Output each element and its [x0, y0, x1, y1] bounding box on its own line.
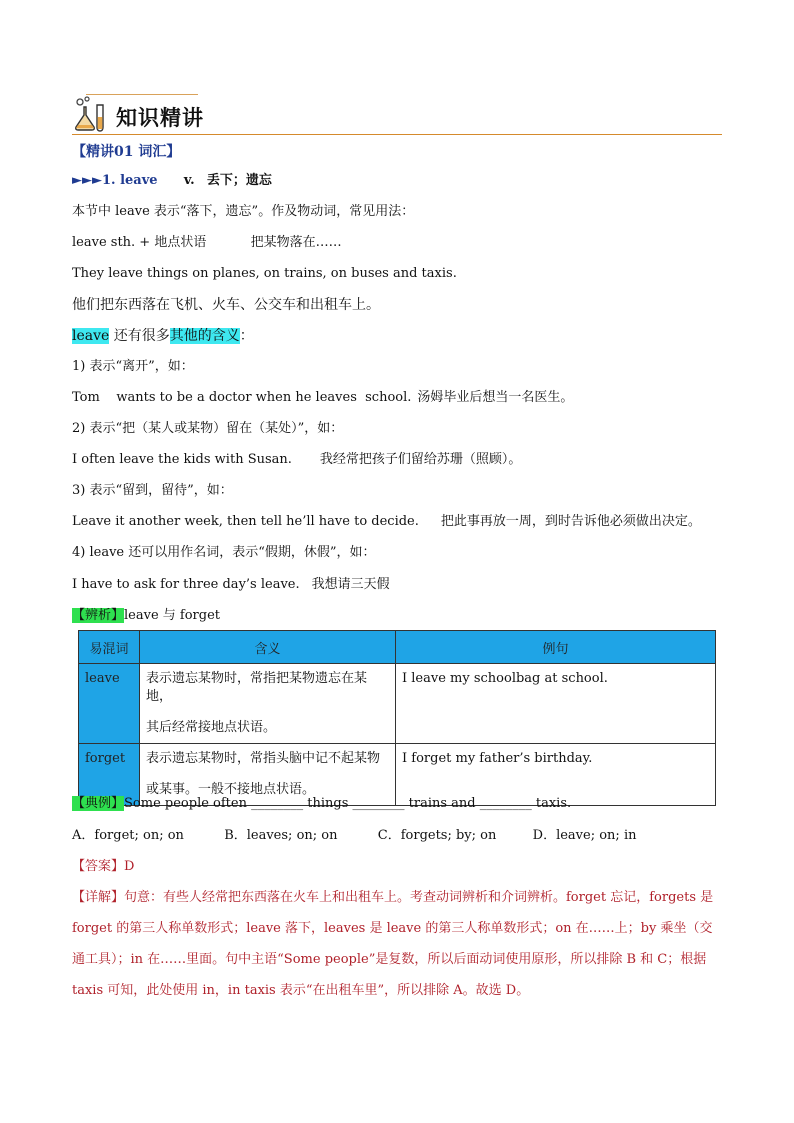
comparison-table [78, 630, 716, 806]
paragraph-usage: 本节中 leave 表示“落下，遗忘”。作及物动词，常见用法： [72, 204, 415, 219]
analysis-text: leave 与 forget [124, 608, 221, 623]
table-header-row [79, 631, 716, 664]
table-header-example: 例句 [396, 631, 716, 664]
option-a: A．forget; on; on [72, 828, 184, 843]
meaning-3-example-zh: 把此事再放一周，到时告诉他必须做出决定。 [440, 514, 701, 529]
analysis-line [72, 607, 220, 625]
table-cell-word: leave [79, 664, 140, 744]
usage-example-en: They leave things on planes, on trains, on buses and taxis. [72, 266, 457, 281]
section-label: 【精讲01 词汇】 [72, 144, 181, 160]
usage-pattern [72, 234, 342, 252]
entry-meaning: 丢下；遗忘 [206, 173, 272, 188]
meaning-1-example-zh: 汤姆毕业后想当一名医生。 [417, 390, 574, 405]
example-tag: 【典例】 [72, 796, 125, 811]
meaning-2-example [72, 451, 521, 469]
meaning-4-example-zh: 我想请三天假 [311, 577, 390, 592]
option-c: C．forgets; by; on [377, 828, 497, 843]
usage-pattern-zh: 把某物落在…… [250, 235, 342, 250]
entry-pos: v. [183, 173, 195, 188]
flask-icon [72, 95, 110, 133]
table-cell-meaning [140, 664, 396, 744]
meaning-2-example-zh: 我经常把孩子们留给苏珊（照顾）。 [319, 452, 522, 467]
option-d: D．leave; on; in [532, 828, 637, 843]
meaning-4: 4) leave 还可以用作名词，表示“假期，休假”，如： [72, 545, 376, 560]
meaning-4-example-en: I have to ask for three day’s leave. [72, 577, 300, 592]
meaning-1-example [72, 389, 573, 407]
table-cell-word: forget [79, 744, 140, 806]
other-meanings-colon: ： [239, 328, 254, 344]
answer-detail: 【详解】句意：有些人经常把东西落在火车上和出租车上。考查动词辨析和介词辨析。forget 忘记，forgets 是 forget 的第三人称单数形式；leave 落下，leaves 是 leave 的第三人称单数形式；on 在……上；by 乘坐（交通工具）；in 在……里面。句中主语“Some people”是复数，所以后面动词使用原形，所以排除 B 和 C；根据 taxis 可知，此处使用 in，in taxis 表示“在出租车里”，所以排除 A。故选 D。 [72, 890, 714, 998]
example-options [72, 827, 636, 845]
answer-label: 【答案】D [72, 859, 135, 874]
meaning-line-1: 表示遗忘某物时，常指把某物遗忘在某地， [146, 671, 368, 704]
usage-pattern-en: leave sth. + 地点状语 [72, 235, 207, 250]
section-header [72, 92, 722, 136]
highlight-leave: leave [72, 328, 110, 344]
meaning-1: 1) 表示“离开”，如： [72, 359, 194, 374]
meaning-4-example [72, 576, 390, 594]
other-meanings-text: 还有很多 [109, 328, 170, 344]
table-header-word: 易混词 [79, 631, 140, 664]
header-title: 知识精讲 [116, 106, 204, 130]
meaning-line-1: 表示遗忘某物时，常指头脑中记不起某物 [146, 751, 381, 766]
example-question: Some people often ________ things ________ trains and ________ taxis. [124, 796, 572, 811]
analysis-tag: 【辨析】 [72, 608, 125, 623]
table-header-meaning: 含义 [140, 631, 396, 664]
example-line [72, 795, 571, 813]
table-row [79, 664, 716, 744]
highlight-other-meanings: 其他的含义 [169, 328, 240, 344]
meaning-3: 3) 表示“留到，留待”，如： [72, 483, 233, 498]
option-b: B．leaves; on; on [224, 828, 338, 843]
meaning-3-example-en: Leave it another week, then tell he’ll have to decide. [72, 514, 419, 529]
header-rule [72, 134, 722, 135]
entry-line [72, 172, 272, 190]
table-cell-example: I forget my father’s birthday. [396, 744, 716, 806]
other-meanings-line [72, 327, 254, 345]
entry-arrows: ►►► [72, 173, 102, 188]
meaning-line-2: 其后经常接地点状语。 [146, 720, 277, 735]
meaning-2: 2) 表示“把（某人或某物）留在（某处）”，如： [72, 421, 344, 436]
meaning-line-2: 或某事。一般不接地点状语。 [146, 782, 316, 797]
entry-word: 1. leave [102, 173, 158, 188]
meaning-1-example-en: Tom wants to be a doctor when he leaves school. [72, 390, 412, 405]
meaning-3-example [72, 513, 701, 531]
meaning-2-example-en: I often leave the kids with Susan. [72, 452, 292, 467]
table-cell-example: I leave my schoolbag at school. [396, 664, 716, 744]
usage-example-zh: 他们把东西落在飞机、火车、公交车和出租车上。 [72, 297, 380, 313]
